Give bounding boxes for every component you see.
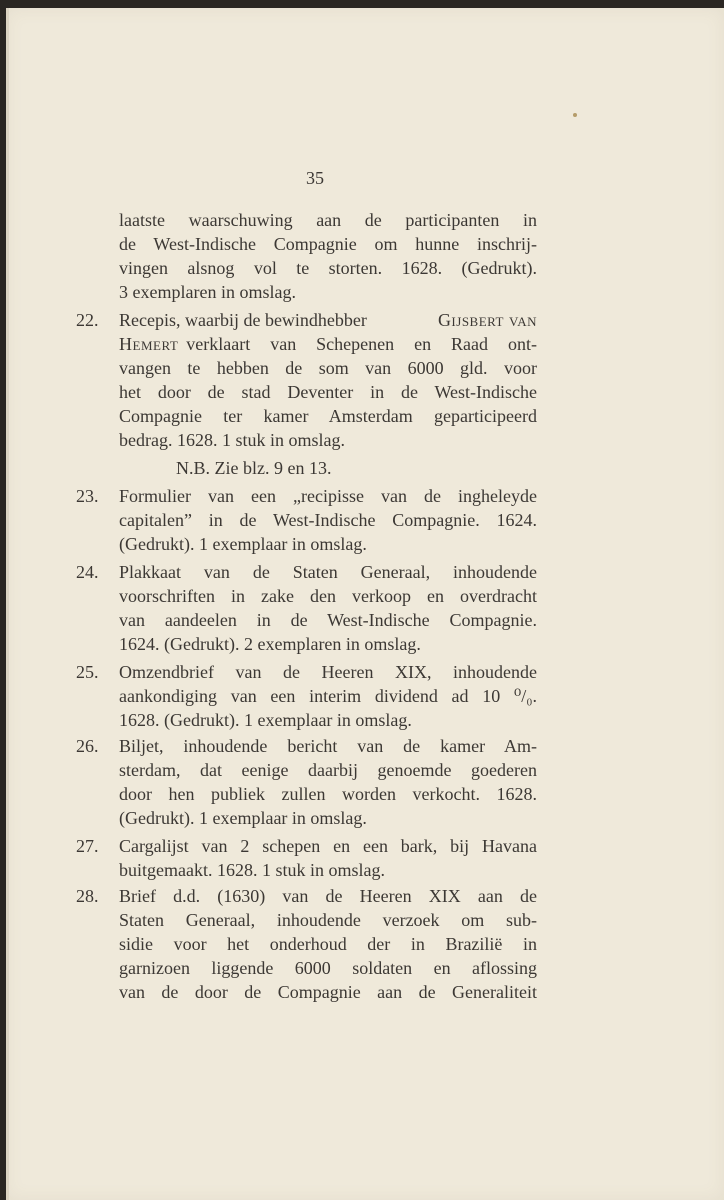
paper-speck [573, 113, 577, 117]
entry-number: 27. [76, 836, 99, 856]
entry-number: 28. [76, 886, 99, 906]
entry-number: 25. [76, 662, 99, 682]
scanned-page: 35 laatste waarschuwing aan de participanten in de West-Indische Compagnie om hunne inschrij- vingen alsnog vol te storten. 1628. (Gedrukt). 3 exemplaren in omslag. 22. Recepis, waarbij de bewindhebber Gijsbert van Hemert verklaart van Schepenen en Raad ont- vangen te hebben de som van 6000 gld. voor het door de stad Deventer in de West-Indische Compagnie ter kamer Amsterdam geparticipeerd bedrag. 1628. 1 stuk in omslag. N.B. Zie blz. 9 en 13. 23. Formulier van een „recipisse van de ingheleyde capitalen” in de West-Indische Compagnie. 1624. (Gedrukt). 1 exemplaar in omslag. 24. Plakkaat van de Staten Generaal, inhoudende voorschriften in zake den verkoop en overdracht van aandeelen in de West-Indische Compagnie. 1624. (Gedrukt). 2 exemplaren in omslag. 25. Omzendbrief van de Heeren XIX, inhoudende aankondiging van een interim dividend ad 10 ⁰/₀. 1628. (Gedrukt). 1 exemplaar in omslag. 26. Biljet, inhoudende bericht van de kamer Am- sterdam, dat eenige daarbij genoemde goederen door hen publiek zullen worden verkocht. 1628. (Gedrukt). 1 exemplaar in omslag. 27. Cargalijst van 2 schepen en een bark, bij Havana buitgemaakt. 1628. 1 stuk in omslag. 28. Brief d.d. (1630) van de Heeren XIX aan de Staten Generaal, inhoudende verzoek om sub- sidie voor het onderhoud der in Brazilië in garnizoen liggende 6000 soldaten en aflossing van de door de Compagnie aan de Generaliteit [6, 8, 724, 1200]
entry-number: 23. [76, 486, 99, 506]
page-number: 35 [306, 168, 324, 188]
person-name: Gijsbert van [437, 310, 537, 330]
entry-number: 24. [76, 562, 99, 582]
person-name: Hemert [119, 334, 179, 354]
entry-number: 26. [76, 736, 99, 756]
entry-number: 22. [76, 310, 99, 330]
